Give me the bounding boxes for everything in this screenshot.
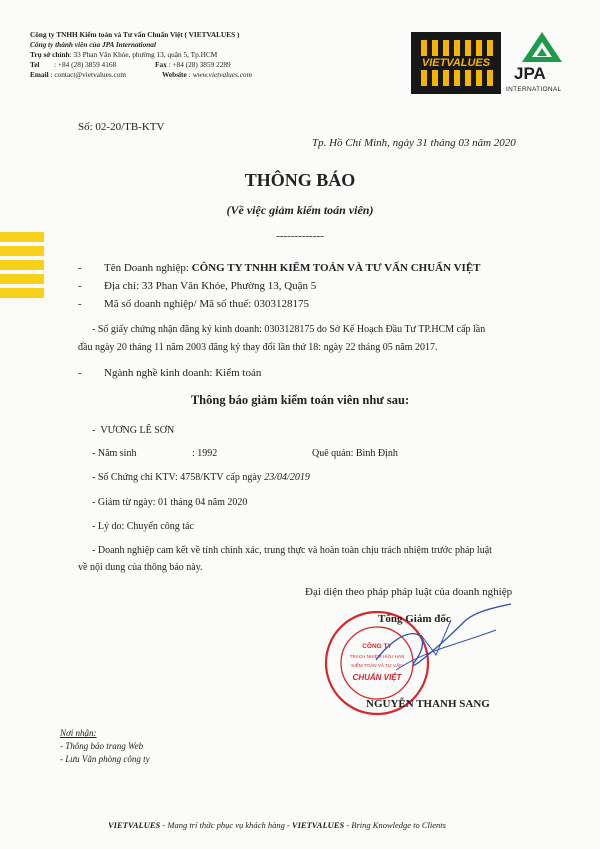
jpa-international-text: INTERNATIONAL xyxy=(506,86,562,93)
company-address: Địa chỉ: 33 Phan Văn Khỏe, Phường 13, Quận 5 xyxy=(104,280,317,292)
vietvalues-logo xyxy=(411,32,501,94)
vietvalues-logo-text: VIETVALUES xyxy=(415,56,497,70)
signer-position: Tổng Giám đốc xyxy=(378,613,451,625)
header-email-label: Email xyxy=(30,70,49,79)
representative-label: Đại diện theo pháp pháp luật của doanh nghiệp xyxy=(305,586,513,598)
document-number: Số: 02-20/TB-KTV xyxy=(78,121,165,133)
dob-label: Năm sinh xyxy=(97,448,137,459)
auditor-dob-line: - Năm sinh xyxy=(92,448,137,459)
company-name-label: Tên Doanh nghiệp: xyxy=(104,262,192,274)
jpa-logo-text: JPA xyxy=(514,64,546,83)
stamp-text-1: CÔNG TY xyxy=(362,643,392,650)
auditor-cert-line: - Số Chứng chỉ KTV: 4758/KTV cấp ngày 23/04/2019 xyxy=(92,472,310,483)
header-member: Công ty thành viên của JPA International xyxy=(30,40,156,49)
reduced-from: Giảm từ ngày: 01 tháng 04 năm 2020 xyxy=(97,497,248,508)
recipient-item: - Lưu Văn phòng công ty xyxy=(60,754,150,764)
recipient-item: - Thông báo trang Web xyxy=(60,741,144,751)
cert-text: Số Chứng chỉ KTV: 4758/KTV cấp ngày xyxy=(97,472,265,483)
commitment-line-2: về nội dung của thông báo này. xyxy=(78,562,203,573)
document-title: THÔNG BÁO xyxy=(244,170,356,190)
header-tel-value: : +84 (28) 3859 4168 xyxy=(54,60,117,69)
header-fax-value: : +84 (28) 3859 2289 xyxy=(168,60,231,69)
header-hq xyxy=(30,50,217,60)
license-text-1: Số giấy chứng nhận đăng ký kinh doanh: 0303128175 do Sở Kế Hoạch Đầu Tư TP.HCM cấp lần xyxy=(97,324,486,335)
header-website-label: Website xyxy=(162,70,187,79)
side-bar xyxy=(0,246,44,256)
header-fax-label: Fax xyxy=(155,60,167,69)
notice-heading: Thông báo giảm kiểm toán viên như sau: xyxy=(190,393,410,407)
header-hq-label: Trụ sở chính xyxy=(30,50,70,59)
company-tax-code: Mã số doanh nghiệp/ Mã số thuế: 0303128175 xyxy=(104,298,310,310)
auditor-name-line: - VƯƠNG LÊ SƠN xyxy=(92,425,175,436)
footer-text-1: - Mang trí thức phục vụ khách hàng - xyxy=(160,820,292,830)
reason: Lý do: Chuyển công tác xyxy=(97,521,194,532)
stamp-text-3: KIỂM TOÁN VÀ TƯ VẤN xyxy=(351,663,403,668)
reason-line: - Lý do: Chuyển công tác xyxy=(92,521,194,532)
dob-value: : 1992 xyxy=(192,448,218,459)
stamp-text-2: TRÁCH NHIỆM HỮU HẠN xyxy=(349,654,405,659)
recipients-label: Nơi nhận: xyxy=(60,728,97,738)
company-name-value: CÔNG TY TNHH KIỂM TOÁN VÀ TƯ VẤN CHUẨN VIỆT xyxy=(191,262,481,274)
header-hq-value: : 33 Phan Văn Khỏe, phường 13, quận 5, Tp.HCM xyxy=(69,50,218,59)
auditor-hometown: Quê quán: Bình Định xyxy=(312,448,398,459)
signer-name: NGUYỄN THANH SANG xyxy=(366,698,490,710)
footer-text-2: - Bring Knowledge to Clients xyxy=(344,820,446,830)
license-line-1: - Số giấy chứng nhận đăng ký kinh doanh: 0303128175 do Sở Kế Hoạch Đầu Tư TP.HCM cấp lần xyxy=(92,324,486,335)
document-subtitle: (Về việc giảm kiểm toán viên) xyxy=(226,203,374,217)
header-tel xyxy=(30,60,116,70)
auditor-name: VƯƠNG LÊ SƠN xyxy=(100,425,175,436)
business-sector: Ngành nghề kinh doanh: Kiểm toán xyxy=(104,367,262,379)
header-email xyxy=(30,70,126,80)
side-bar xyxy=(0,274,44,284)
company-address-line: - Địa chỉ: 33 Phan Văn Khỏe, Phường 13, Quận 5 xyxy=(78,280,317,292)
side-bar xyxy=(0,288,44,298)
footer-brand-2: VIETVALUES xyxy=(291,820,345,830)
stamp-text-4: CHUẨN VIỆT xyxy=(352,673,402,682)
cert-date: 23/04/2019 xyxy=(264,472,310,483)
footer-slogan xyxy=(108,820,446,830)
footer-brand-1: VIETVALUES xyxy=(108,820,161,830)
side-bar xyxy=(0,260,44,270)
header-website xyxy=(162,70,252,80)
header-tel-label: Tel xyxy=(30,60,40,69)
place-date: Tp. Hồ Chí Minh, ngày 31 tháng 03 năm 2020 xyxy=(312,137,516,149)
commitment-line-1: - Doanh nghiệp cam kết về tính chính xác, trung thực và hoàn toàn chịu trách nhiệm trước pháp luật xyxy=(92,545,492,556)
reduced-from-line: - Giảm từ ngày: 01 tháng 04 năm 2020 xyxy=(92,497,248,508)
header-email-value: : contact@vietvalues.com xyxy=(50,70,127,79)
title-divider: ------------- xyxy=(276,230,324,242)
header-fax xyxy=(155,60,231,70)
company-name-line: - Tên Doanh nghiệp: CÔNG TY TNHH KIỂM TOÁN VÀ TƯ VẤN CHUẨN VIỆT xyxy=(78,262,481,274)
commitment-text-1: Doanh nghiệp cam kết về tính chính xác, trung thực và hoàn toàn chịu trách nhiệm trước pháp luật xyxy=(97,545,492,556)
header-company: Công ty TNHH Kiểm toán và Tư vấn Chuẩn Việt ( VIETVALUES ) xyxy=(30,30,240,39)
license-line-2: đầu ngày 20 tháng 11 năm 2003 đăng ký thay đổi lần thứ 18: ngày 22 tháng 05 năm 2017. xyxy=(78,342,438,353)
business-line: - Ngành nghề kinh doanh: Kiểm toán xyxy=(78,367,262,379)
header-website-value: : www.vietvalues.com xyxy=(188,70,252,79)
company-tax-line: - Mã số doanh nghiệp/ Mã số thuế: 0303128175 xyxy=(78,298,310,310)
